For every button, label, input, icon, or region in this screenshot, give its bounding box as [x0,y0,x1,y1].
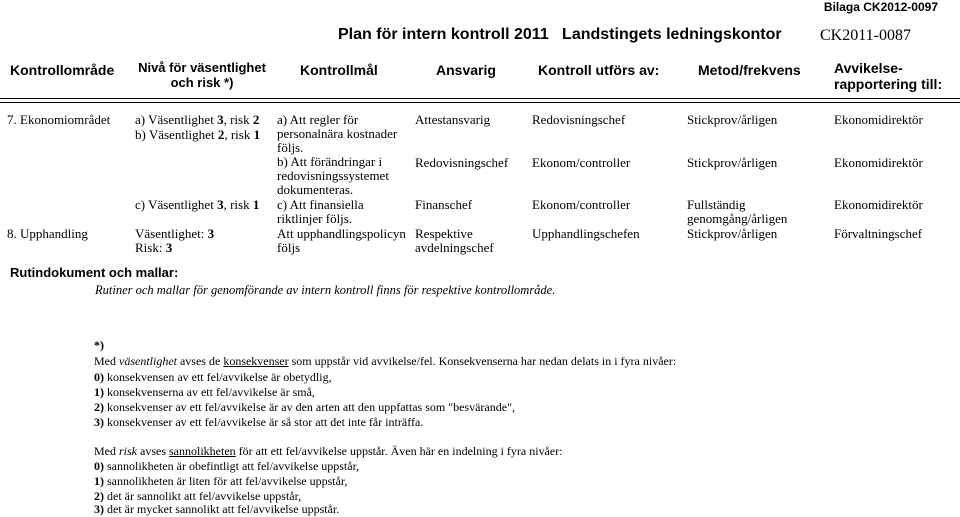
level-upphandling-2: Risk: 3 [135,240,173,255]
document-reference: CK2011-0087 [820,27,911,44]
method-b: Stickprov/årligen [687,155,778,170]
goal-c-line1: c) Att finansiella [277,197,364,212]
performed-by-a: Redovisningschef [532,112,626,127]
footnote-risk-1: 1) sannolikheten är liten för att fel/avvikelse uppstår, [94,474,348,488]
footnote-risk-2: 2) det är sannolikt att fel/avvikelse uppstår, [94,489,302,503]
report-to-a: Ekonomidirektör [834,112,923,127]
level-b: b) Väsentlighet 2, risk 1 [135,127,261,142]
header-avvikelse-line1: Avvikelse- [834,60,903,76]
area-upphandling: 8. Upphandling [7,226,88,241]
method-a: Stickprov/årligen [687,112,778,127]
report-to-b: Ekonomidirektör [834,155,923,170]
footnote-level-0: 0) konsekvensen av ett fel/avvikelse är obetydlig, [94,370,332,384]
level-a: a) Väsentlighet 3, risk 2 [135,112,260,127]
attachment-number: Bilaga CK2012-0097 [823,0,938,14]
goal-b-line1: b) Att förändringar i [277,154,383,169]
goal-upphandling-line2: följs [277,240,301,255]
header-kontrollmal: Kontrollmål [300,62,378,78]
header-niva-line1: Nivå för väsentlighet [138,60,266,75]
goal-a-line1: a) Att regler för [277,112,359,127]
footnote-risk-0: 0) sannolikheten är obefintligt att fel/avvikelse uppstår, [94,459,360,473]
footnote-risk-intro: Med risk avses sannolikheten för att ett fel/avvikelse uppstår. Även här en indelning i fyra nivåer: [94,444,563,458]
footnote-level-1: 1) konsekvenserna av ett fel/avvikelse är små, [94,385,315,399]
goal-b-line3: dokumenteras. [277,182,354,197]
responsible-b: Redovisningschef [415,155,509,170]
header-ansvarig: Ansvarig [436,62,496,78]
report-to-c: Ekonomidirektör [834,197,923,212]
goal-b-line2: redovisningssystemet [277,168,389,183]
goal-upphandling-line1: Att upphandlingspolicyn [277,226,406,241]
header-divider [0,98,960,99]
header-niva-line2: och risk *) [170,75,234,90]
responsible-c: Finanschef [415,197,473,212]
header-utfors: Kontroll utförs av: [538,62,660,78]
header-metod: Metod/frekvens [698,62,801,78]
level-c: c) Väsentlighet 3, risk 1 [135,197,260,212]
level-upphandling-1: Väsentlighet: 3 [135,226,215,241]
page-title: Plan för intern kontroll 2011 Landstingets ledningskontor [338,26,782,43]
footnote-marker: *) [94,338,104,352]
header-avvikelse-line2: rapportering till: [834,76,943,92]
rutin-heading: Rutindokument och mallar: [10,265,179,280]
responsible-a: Attestansvarig [415,112,491,127]
header-divider-2 [0,102,960,103]
rutin-text: Rutiner och mallar för genomförande av intern kontroll finns för respektive kontrollområde. [95,283,556,297]
footnote-significance-intro: Med väsentlighet avses de konsekvenser som uppstår vid avvikelse/fel. Konsekvenserna har nedan delats in i fyra nivåer: [94,354,677,368]
method-c-line1: Fullständig [687,197,746,212]
performed-by-upphandling: Upphandlingschefen [532,226,640,241]
footnote-level-3: 3) konsekvenser av ett fel/avvikelse är så stor att det inte får inträffa. [94,415,424,429]
responsible-upphandling-line1: Respektive [415,226,473,241]
goal-a-line2: personalnära kostnader [277,126,398,141]
header-kontrollomrade: Kontrollområde [10,62,115,78]
goal-c-line2: riktlinjer följs. [277,211,353,226]
method-upphandling: Stickprov/årligen [687,226,778,241]
method-c-line2: genomgång/årligen [687,211,788,226]
header-niva [137,60,267,90]
footnote-level-2: 2) konsekvenser av ett fel/avvikelse är av den arten att den uppfattas som "besvärande", [94,400,515,414]
performed-by-c: Ekonom/controller [532,197,631,212]
goal-a-line3: följs. [277,140,304,155]
area-ekonomi: 7. Ekonomiområdet [7,112,111,127]
responsible-upphandling-line2: avdelningschef [415,240,494,255]
performed-by-b: Ekonom/controller [532,155,631,170]
header-avvikelse [834,60,942,92]
report-to-upphandling: Förvaltningschef [834,226,923,241]
footnote-risk-3: 3) det är mycket sannolikt att fel/avvikelse uppstår. [94,502,340,516]
